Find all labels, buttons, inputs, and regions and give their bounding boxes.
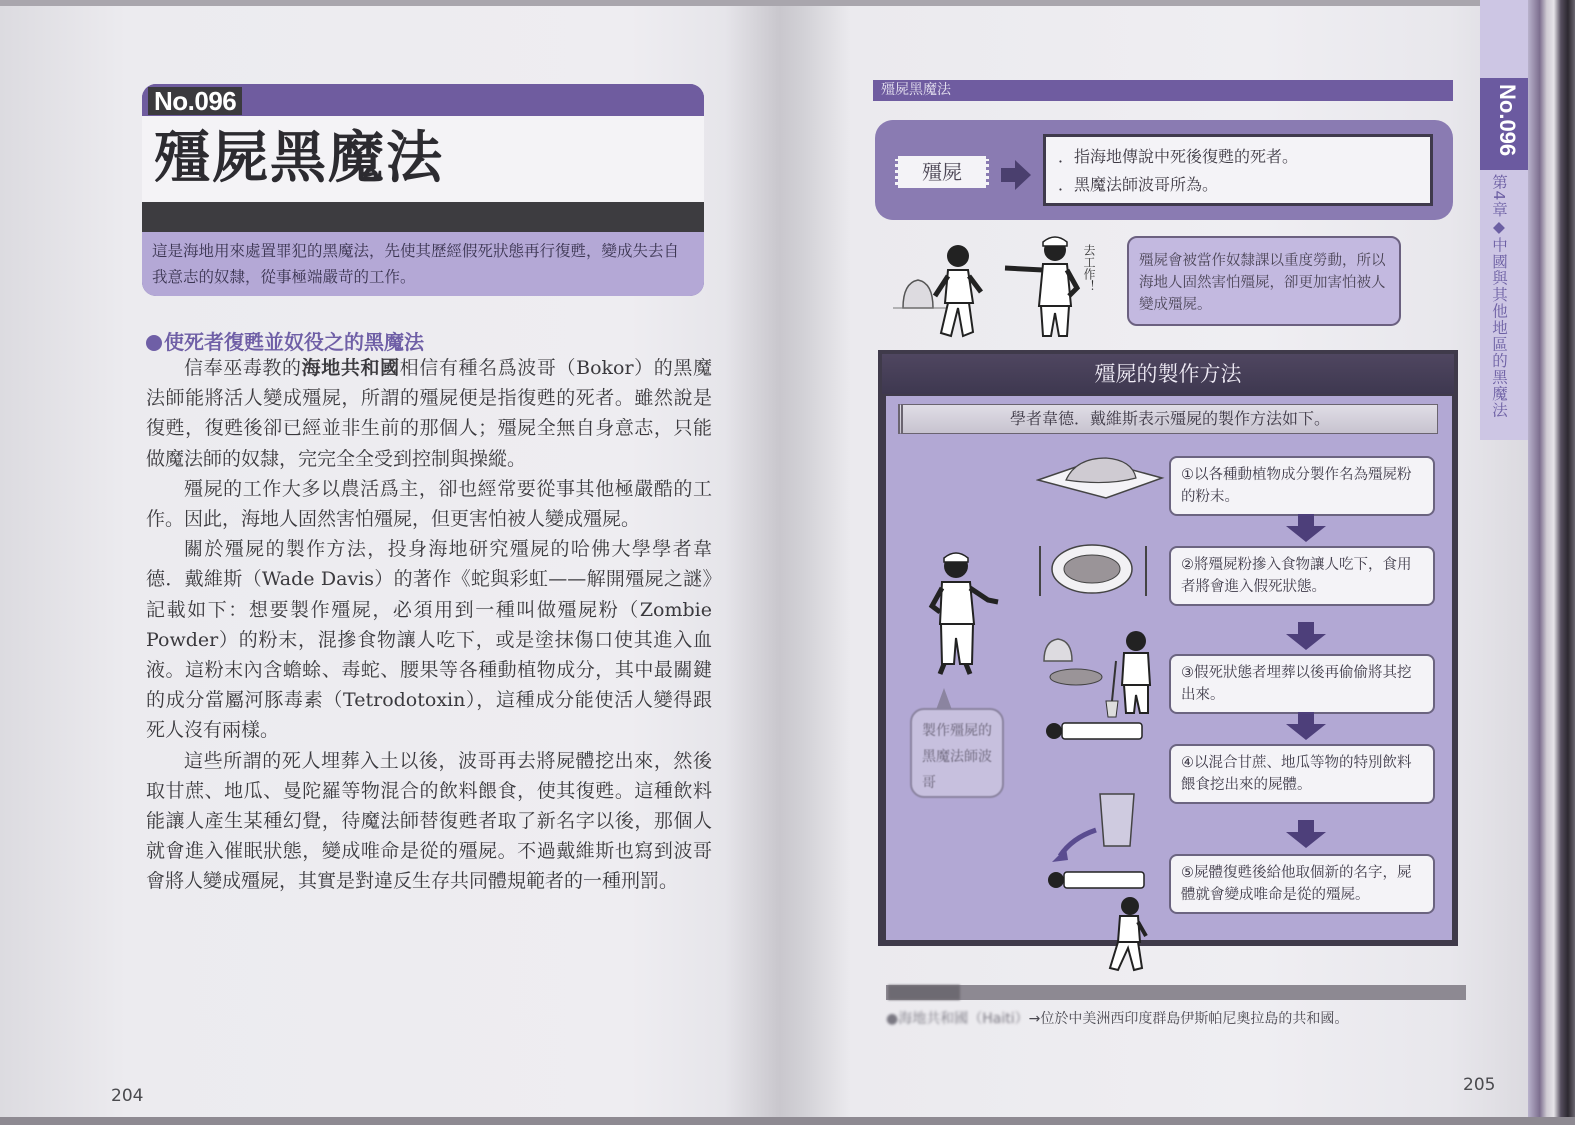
body-text	[146, 353, 712, 897]
entry-number: No.096	[148, 87, 242, 115]
svg-text:去工作！: 去工作！	[1082, 244, 1096, 292]
definition-term: 殭屍	[895, 156, 989, 188]
grave-digging-icon	[1036, 621, 1166, 771]
method-body	[886, 396, 1452, 940]
method-step-1: ①以各種動植物成分製作名為殭屍粉的粉末。	[1169, 456, 1435, 516]
glossary-bar	[886, 985, 1466, 1000]
info-callout: 殭屍會被當作奴隸課以重度勞動，所以海地人固然害怕殭屍，卻更加害怕被人變成殭屍。	[1127, 236, 1401, 326]
method-step-4: ④以混合甘蔗、地瓜等物的特別飲料餵食挖出來的屍體。	[1169, 744, 1435, 804]
side-tab-chapter: 第4章◆中國與其他地區的黑魔法	[1490, 174, 1508, 419]
page-title: 殭屍黑魔法	[154, 126, 444, 191]
title-card-top-band	[142, 84, 704, 116]
zombie-work-illustration	[893, 228, 1123, 346]
paragraph: 關於殭屍的製作方法，投身海地研究殭屍的哈佛大學學者韋德．戴維斯（Wade Davis）的著作《蛇與彩虹——解開殭屍之謎》記載如下：想要製作殭屍，必須用到一種叫做殭屍粉（Zombie Powder）的粉末，混摻食物讓人吃下，或是塗抹傷口使其進入血液。這粉末內含蟾蜍、毒蛇、腰果等各種動植物成分，其中最關鍵的成分當屬河豚毒素（Tetrodotoxin），這種成分能使活人變得跟死人沒有兩樣。	[146, 538, 712, 742]
definition-card	[875, 120, 1453, 220]
method-intro-banner: 學者韋德．戴維斯表示殭屍的製作方法如下。	[898, 404, 1438, 434]
glossary-entry	[886, 1008, 1466, 1028]
side-tab-entry-number: No.096	[1480, 78, 1528, 170]
definition-point: ．指海地傳說中死後復甦的死者。	[1058, 147, 1299, 166]
paragraph: 殭屍的工作大多以農活爲主，卻也經常要從事其他極嚴酷的工作。因此，海地人固然害怕殭屍，但更害怕被人變成殭屍。	[146, 477, 712, 531]
section-heading	[146, 326, 424, 355]
title-divider-band	[142, 202, 704, 232]
page-number-right: 205	[1463, 1075, 1496, 1095]
paragraph: 這些所謂的死人埋葬入土以後，波哥再去將屍體挖出來，然後取甘蔗、地瓜、曼陀羅等物混合的飲料餵食，使其復甦。這種飲料能讓人產生某種幻覺，待魔法師替復甦者取了新名字以後，那個人就會進入催眠狀態，變成唯命是從的殭屍。不過戴維斯也寫到波哥會將人變成殭屍，其實是對違反生存共同體規範者的一種刑罰。	[146, 749, 712, 893]
page-number-left: 204	[111, 1086, 144, 1106]
book-page-edges	[1528, 0, 1575, 1125]
arrow-down-icon	[1286, 514, 1326, 544]
revived-zombie-icon	[1086, 896, 1166, 976]
entry-title-card	[142, 84, 704, 296]
bullet-dot-icon	[146, 335, 162, 351]
glossary-term: ●海地共和國	[886, 1011, 969, 1027]
meal-plate-icon	[1034, 541, 1154, 601]
method-step-2: ②將殭屍粉摻入食物讓人吃下，食用者將會進入假死狀態。	[1169, 546, 1435, 606]
arrow-down-icon	[1286, 712, 1326, 742]
glossary-definition: →位於中美洲西印度群島伊斯帕尼奧拉島的共和國。	[1028, 1011, 1349, 1027]
method-step-3: ③假死狀態者埋葬以後再偷偷將其挖出來。	[1169, 654, 1435, 714]
glossary-label	[888, 985, 960, 1000]
method-title: 殭屍的製作方法	[882, 354, 1454, 394]
bold-term: 海地共和國	[301, 357, 400, 379]
zombie-and-bokor-icon	[893, 228, 1123, 346]
bokor-figure-icon	[926, 546, 1006, 686]
paragraph: 信奉巫毒教的海地共和國相信有種名爲波哥（Bokor）的黑魔法師能將活人變成殭屍，所謂的殭屍便是指復甦的死者。雖然說是復甦，復甦後卻已經並非生前的那個人；殭屍全無自身意志，只能做魔法師的奴隸，完完全全受到控制與操縱。	[146, 357, 712, 470]
method-panel	[878, 350, 1458, 946]
speech-bubble-tail	[936, 688, 952, 710]
title-area	[142, 116, 704, 202]
method-step-5: ⑤屍體復甦後給他取個新的名字，屍體就會變成唯命是從的殭屍。	[1169, 854, 1435, 914]
section-heading-text: 使死者復甦並奴役之的黑魔法	[164, 330, 424, 354]
powder-pile-icon	[1036, 452, 1166, 502]
definition-box	[1043, 134, 1433, 206]
arrow-down-icon	[1286, 820, 1326, 850]
running-header: 殭屍黑魔法	[873, 80, 1453, 101]
arrow-down-icon	[1286, 622, 1326, 652]
definition-point: ．黑魔法師波哥所為。	[1058, 175, 1219, 194]
book-bottom-edge	[0, 1117, 1575, 1125]
entry-summary: 這是海地用來處置罪犯的黑魔法，先使其歷經假死狀態再行復甦，變成失去自我意志的奴隸，從事極端嚴苛的工作。	[142, 232, 704, 296]
glossary-term-en: （Haiti）	[968, 1011, 1029, 1027]
book-top-edge	[0, 0, 1575, 6]
bokor-speech-bubble: 製作殭屍的黑魔法師波哥	[910, 708, 1004, 798]
